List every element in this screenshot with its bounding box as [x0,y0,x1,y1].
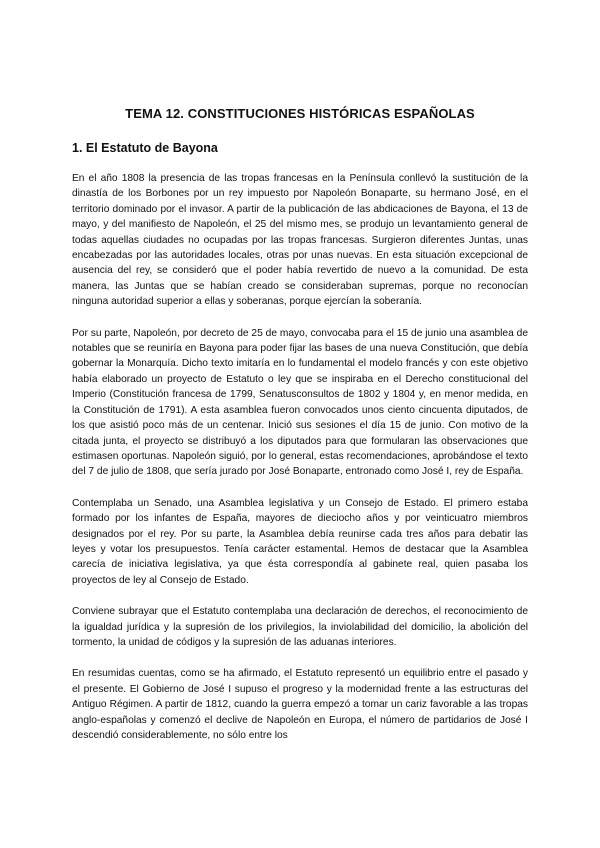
paragraph-5: En resumidas cuentas, como se ha afirmado, el Estatuto representó un equilibrio entre el pasado y el presente. El Gobierno de José I supuso el progreso y la modernidad frente a las estructuras del Antiguo Régimen. A partir de 1812, cuando la guerra empezó a tomar un cariz favorable a las tropas anglo-españolas y comenzó el declive de Napoleón en Europa, el número de partidarios de José I descendió considerablemente, no sólo entre los [72,668,528,741]
paragraph-2: Por su parte, Napoleón, por decreto de 25 de mayo, convocaba para el 15 de junio una asamblea de notables que se reuniría en Bayona para poder fijar las bases de una nueva Constitución, que debía gobernar la Monarquía. Dicho texto imitaría en lo fundamental el modelo francés y con este objetivo había elaborado un proyecto de Estatuto o ley que se inspiraba en el Derecho constitucional del Imperio (Constitución francesa de 1799, Senatusconsultos de 1802 y 1804 y, en menor medida, en la Constitución de 1791). A esta asamblea fueron convocados unos ciento cincuenta diputados, de los que asistió poco más de un centenar. Inició sus sesiones el día 15 de junio. Con motivo de la citada junta, el proyecto se distribuyó a los diputados para que formularan las observaciones que estimasen oportunas. Napoleón siguió, por lo general, estas recomendaciones, aprobándose el texto del 7 de julio de 1808, que sería jurado por José Bonaparte, entronado como José I, rey de España. [72,327,528,478]
paragraph-4: Conviene subrayar que el Estatuto contemplaba una declaración de derechos, el reconocimiento de la igualdad jurídica y la supresión de los privilegios, la inviolabilidad del domicilio, la abolición del tormento, la unidad de códigos y la supresión de las aduanas interiores. [72,606,528,648]
document-body [72,171,528,759]
paragraph-1: En el año 1808 la presencia de las tropas francesas en la Península conllevó la sustitución de la dinastía de los Borbones por un rey impuesto por Napoleón Bonaparte, su hermano José, en el territorio dominado por el invasor. A partir de la publicación de las abdicaciones de Bayona, el 13 de mayo, y del manifiesto de Napoleón, el 25 del mismo mes, se produjo un levantamiento general de todas aquellas ciudades no ocupadas por las tropas francesas. Surgieron diferentes Juntas, unas encabezadas por las autoridades locales, otras por unas nuevas. En esta situación excepcional de ausencia del rey, se consideró que el poder había revertido de nuevo a la comunidad. De esta manera, las Juntas que se habían creado se consideraban supremas, porque no reconocían ninguna autoridad superior a ellas y soberanas, porque ejercían la soberanía. [72,173,528,308]
paragraph-3: Contemplaba un Senado, una Asamblea legislativa y un Consejo de Estado. El primero estaba formado por los infantes de España, mayores de dieciocho años y por veinticuatro miembros designados por el rey. Por su parte, la Asamblea debía reunirse cada tres años para debatir las leyes y votar los presupuestos. Tenía carácter estamental. Hemos de destacar que la Asamblea carecía de iniciativa legislativa, ya que ésta correspondía al gabinete real, quien pasaba los proyectos de ley al Consejo de Estado. [72,497,528,586]
section-heading: 1. El Estatuto de Bayona [72,141,218,155]
document-title: TEMA 12. CONSTITUCIONES HISTÓRICAS ESPAÑOLAS [125,106,475,121]
